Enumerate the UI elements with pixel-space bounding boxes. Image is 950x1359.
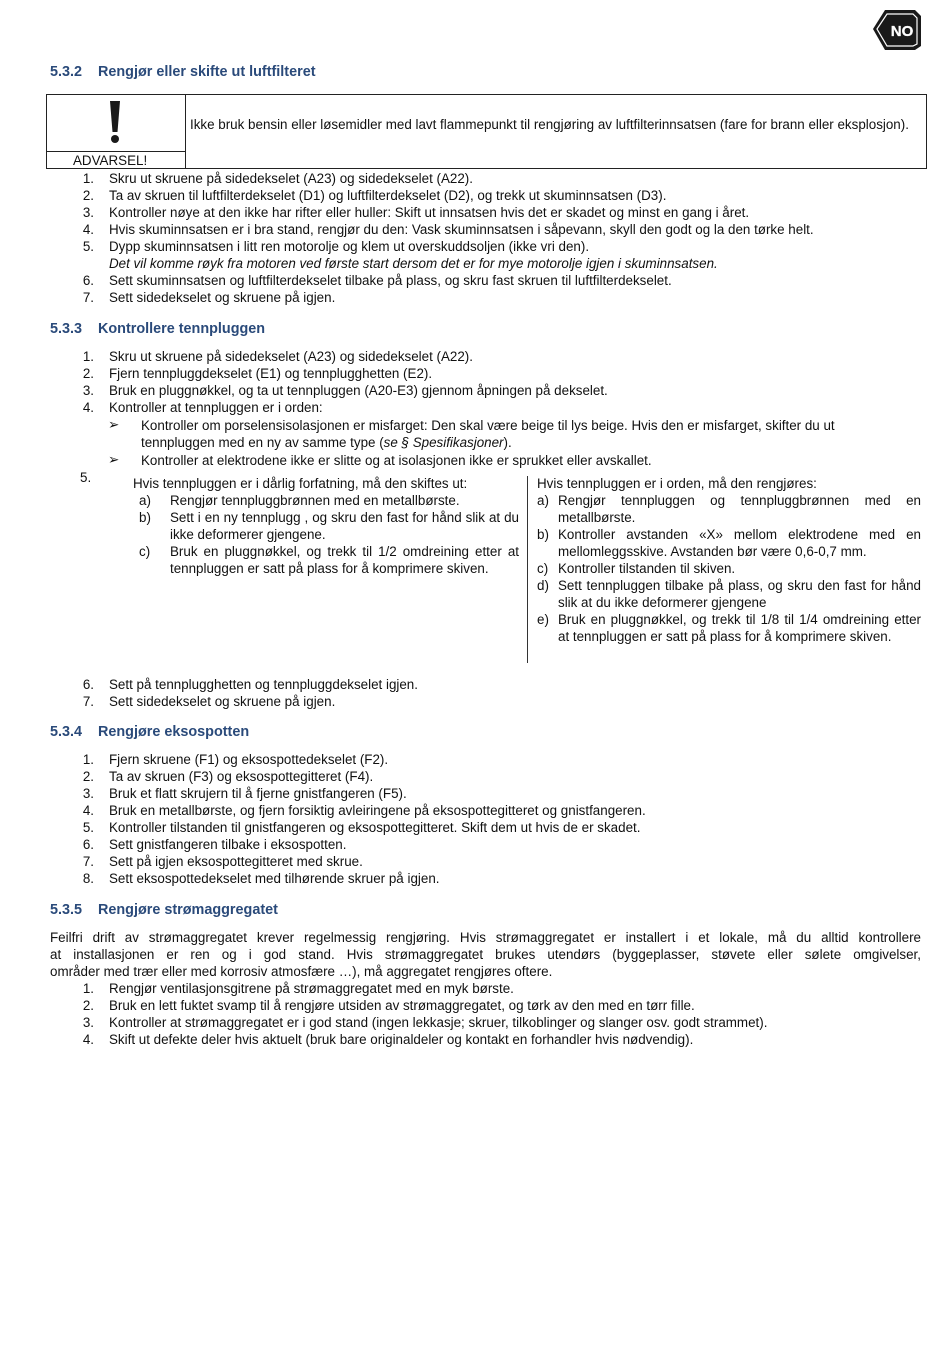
section-heading-5-3-2 xyxy=(50,64,316,80)
column-intro: Hvis tennpluggen er i dårlig forfatning, må den skiftes ut: xyxy=(133,476,468,491)
country-badge-no xyxy=(871,6,923,52)
sub-item: e) Bruk en pluggnøkkel, og trekk til 1/8 til 1/4 omdreining etter at tennpluggen er satt på plass for å komprimere skiven. xyxy=(537,612,921,644)
sub-item: c) Bruk en pluggnøkkel, og trekk til 1/2 omdreining etter at tennpluggen er satt på plass for å komprimere skiven. xyxy=(139,544,519,576)
bullet-text: Kontroller at elektrodene ikke er slitte og at isolasjonen ikke er sprukket eller avskallet. xyxy=(141,453,652,468)
sub-item: b) Kontroller avstanden «X» mellom elektrodene med en mellomleggsskive. Avstanden bør være 0,6-0,7 mm. xyxy=(537,527,921,559)
bullet-text: Kontroller om porselensisolasjonen er misfarget: Den skal være beige til lys beige. Hvis den er misfarget, skifter du ut xyxy=(141,418,835,433)
section-title: Rengjøre strømaggregatet xyxy=(98,902,278,918)
sub-item: c) Kontroller tilstanden til skiven. xyxy=(537,561,736,576)
section-heading-5-3-5 xyxy=(50,902,278,918)
arrow-bullet-icon: ➢ xyxy=(108,417,120,432)
exclamation-icon xyxy=(108,100,122,144)
section-heading-5-3-3 xyxy=(50,321,265,337)
left-column-replace xyxy=(133,475,519,577)
warning-icon-cell xyxy=(47,95,186,168)
intro-paragraph xyxy=(50,929,921,980)
column-intro: Hvis tennpluggen er i orden, må den rengjøres: xyxy=(537,476,817,491)
paragraph-line: områder med trær eller med korrosiv atmosfære …), må aggregatet rengjøres oftere. xyxy=(50,964,553,979)
sub-item: b) Sett i en ny tennplugg , og skru den fast for hånd slik at du ikke deformerer gjengene. xyxy=(139,510,519,542)
column-divider xyxy=(527,476,528,663)
section-number: 5.3.5 xyxy=(50,902,83,918)
bullet-text-cont: tennpluggen med en ny av samme type (se § Spesifikasjoner). xyxy=(141,435,512,450)
section-number: 5.3.4 xyxy=(50,724,83,740)
step-5-number: 5. xyxy=(80,470,92,485)
section-number: 5.3.3 xyxy=(50,321,83,337)
warning-box xyxy=(46,94,927,169)
sub-item: a) Rengjør tennpluggen og tennpluggbrønnen med en metallbørste. xyxy=(537,493,921,525)
arrow-bullet-icon: ➢ xyxy=(108,452,120,467)
right-column-clean xyxy=(537,475,921,645)
section-title: Kontrollere tennpluggen xyxy=(98,321,266,337)
sub-item: a) Rengjør tennpluggbrønnen med en metallbørste. xyxy=(139,493,460,508)
section-heading-5-3-4 xyxy=(50,724,249,740)
paragraph-line: Feilfri drift av strømaggregatet krever regelmessig rengjøring. Hvis strømaggregatet er installert i et lokale, må du alltid kontrollere xyxy=(50,930,921,945)
section-title: Rengjøre eksospotten xyxy=(98,724,250,740)
warning-text: Ikke bruk bensin eller løsemidler med lavt flammepunkt til rengjøring av luftfilterinnsatsen (fare for brann eller eksplosjon). xyxy=(190,117,909,132)
warning-label: ADVARSEL! xyxy=(73,153,148,168)
sub-item: d) Sett tennpluggen tilbake på plass, og skru den fast for hånd slik at du ikke deformerer gjengene xyxy=(537,578,921,610)
section-number: 5.3.2 xyxy=(50,64,83,80)
paragraph-line: at installasjonen er ren og i god stand. Hvis strømaggregatet brukes utendørs (byggeplasser, støvete eller sølete omgivelser, xyxy=(50,947,921,962)
country-badge-label: NO xyxy=(890,23,914,40)
section-title: Rengjør eller skifte ut luftfilteret xyxy=(98,64,316,80)
